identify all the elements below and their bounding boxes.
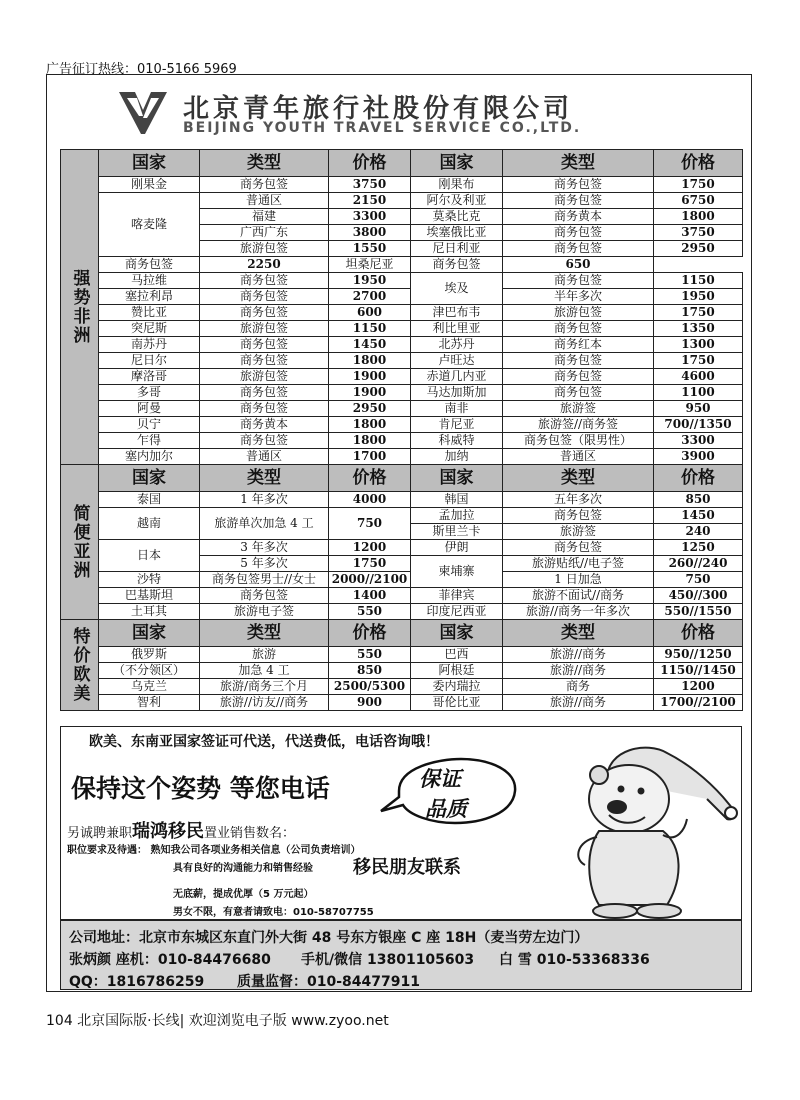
- bubble-text-1: 保证: [419, 767, 461, 791]
- recruit-pre: 另诚聘兼职: [67, 826, 133, 841]
- cell-price: 1950: [329, 273, 411, 289]
- cell-country: 智利: [99, 695, 200, 711]
- header-type: 类型: [200, 465, 329, 492]
- cell-price: 1750: [654, 177, 743, 193]
- table-row: [61, 604, 743, 620]
- cell-country: 孟加拉: [411, 508, 503, 524]
- slogan: 保持这个姿势 等您电话: [71, 774, 330, 803]
- cell-price: 1450: [654, 508, 743, 524]
- cell-country: 土耳其: [99, 604, 200, 620]
- table-row: [61, 289, 743, 305]
- table-row: [61, 353, 743, 369]
- table-row: [61, 433, 743, 449]
- cell-price: 700//1350: [654, 417, 743, 433]
- cell-price: 1450: [329, 337, 411, 353]
- cell-price: 1200: [329, 540, 411, 556]
- cell-visa-type: 旅游包签: [200, 369, 329, 385]
- cell-country: 伊朗: [411, 540, 503, 556]
- cell-price: 450//300: [654, 588, 743, 604]
- cell-country: 柬埔寨: [411, 556, 503, 588]
- cell-price: 1750: [329, 556, 411, 572]
- cell-visa-type: 商务: [503, 679, 654, 695]
- header-country: 国家: [99, 465, 200, 492]
- table-row: [61, 572, 743, 588]
- cell-country: 刚果金: [99, 177, 200, 193]
- header-price: 价格: [329, 465, 411, 492]
- cell-price: 850: [654, 492, 743, 508]
- cell-country: 利比里亚: [411, 321, 503, 337]
- cell-country: （不分领区）: [99, 663, 200, 679]
- cell-visa-type: 商务包签: [411, 257, 503, 273]
- header-type: 类型: [503, 465, 654, 492]
- cell-country: 哥伦比亚: [411, 695, 503, 711]
- header-country: 国家: [411, 620, 503, 647]
- cell-country: 菲律宾: [411, 588, 503, 604]
- cell-visa-type: 旅游//商务: [503, 663, 654, 679]
- cell-country: 多哥: [99, 385, 200, 401]
- cell-visa-type: 旅游包签: [200, 321, 329, 337]
- cell-price: 1800: [329, 417, 411, 433]
- cell-visa-type: 商务红本: [503, 337, 654, 353]
- cell-visa-type: 5 年多次: [200, 556, 329, 572]
- recruit-post: 置业销售数名：: [204, 826, 296, 841]
- cell-country: 坦桑尼亚: [329, 257, 411, 273]
- cell-price: 2950: [654, 241, 743, 257]
- table-row: [61, 588, 743, 604]
- cell-visa-type: 商务包签: [503, 540, 654, 556]
- contact-qq: QQ：1816786259: [69, 974, 205, 990]
- table-row: [61, 417, 743, 433]
- cell-price: 550: [329, 647, 411, 663]
- cell-country: 南非: [411, 401, 503, 417]
- cell-price: 1350: [654, 321, 743, 337]
- cell-visa-type: 商务包签: [200, 337, 329, 353]
- table-row: [61, 337, 743, 353]
- cell-visa-type: 商务包签: [503, 385, 654, 401]
- cell-price: 1300: [654, 337, 743, 353]
- cell-country: 阿曼: [99, 401, 200, 417]
- table-row: [61, 492, 743, 508]
- cell-visa-type: 普通区: [503, 449, 654, 465]
- cell-price: 950//1250: [654, 647, 743, 663]
- visa-notice: 欧美、东南亚国家签证可代送，代送费低，电话咨询哦！: [89, 734, 439, 750]
- cell-price: 1750: [654, 353, 743, 369]
- region-label: 特价欧美: [61, 620, 99, 711]
- header-type: 类型: [200, 620, 329, 647]
- cell-visa-type: 商务包签: [503, 177, 654, 193]
- cell-price: 1700: [329, 449, 411, 465]
- header-type: 类型: [200, 150, 329, 177]
- cell-visa-type: 商务黄本: [503, 209, 654, 225]
- cell-price: 2950: [329, 401, 411, 417]
- cartoon-bear-icon: [537, 739, 739, 919]
- cell-price: 2250: [200, 257, 329, 273]
- cell-visa-type: 旅游单次加急 4 工: [200, 508, 329, 540]
- cell-visa-type: 旅游签//商务签: [503, 417, 654, 433]
- header-price: 价格: [329, 150, 411, 177]
- cell-price: 2700: [329, 289, 411, 305]
- header-type: 类型: [503, 150, 654, 177]
- page-footer: 104 北京国际版·长线| 欢迎浏览电子版 www.zyoo.net: [46, 1013, 389, 1029]
- cell-price: 260//240: [654, 556, 743, 572]
- job-skill: 具有良好的沟通能力和销售经验: [173, 863, 313, 874]
- cell-country: 摩洛哥: [99, 369, 200, 385]
- header-price: 价格: [329, 620, 411, 647]
- company-logo: [115, 88, 675, 142]
- cell-country: 卢旺达: [411, 353, 503, 369]
- company-name-cn: 北京青年旅行社股份有限公司: [183, 94, 574, 124]
- cell-country: 莫桑比克: [411, 209, 503, 225]
- cell-country: 喀麦隆: [99, 193, 200, 257]
- cell-country: 尼日利亚: [411, 241, 503, 257]
- cell-visa-type: 加急 4 工: [200, 663, 329, 679]
- cell-visa-type: 商务包签: [200, 305, 329, 321]
- cell-visa-type: 旅游包签: [503, 305, 654, 321]
- cell-visa-type: 商务包签（限男性）: [503, 433, 654, 449]
- cell-price: 3300: [654, 433, 743, 449]
- table-row: [61, 273, 743, 289]
- company-name-en: BEIJING YOUTH TRAVEL SERVICE CO.,LTD.: [183, 120, 582, 136]
- cell-price: 600: [329, 305, 411, 321]
- contact-heading: 移民朋友联系: [353, 857, 461, 878]
- cell-country: 沙特: [99, 572, 200, 588]
- cell-country: 巴西: [411, 647, 503, 663]
- cell-price: 1800: [329, 433, 411, 449]
- cell-visa-type: 普通区: [200, 449, 329, 465]
- table-row: [61, 177, 743, 193]
- header-country: 国家: [99, 150, 200, 177]
- table-row: [61, 321, 743, 337]
- cell-price: 1100: [654, 385, 743, 401]
- cell-country: 马达加斯加: [411, 385, 503, 401]
- cell-price: 4000: [329, 492, 411, 508]
- table-row: [61, 449, 743, 465]
- quality-supervision: 质量监督：010-84477911: [237, 974, 420, 990]
- cell-visa-type: 商务包签: [503, 225, 654, 241]
- cell-country: 突尼斯: [99, 321, 200, 337]
- job-salary: 无底薪，提成优厚（5 万元起）: [173, 889, 314, 900]
- cell-price: 550: [329, 604, 411, 620]
- cell-country: 泰国: [99, 492, 200, 508]
- contact-bai: 白 雪 010-53368336: [499, 952, 650, 968]
- cell-price: 1150: [329, 321, 411, 337]
- cell-visa-type: 旅游签: [503, 401, 654, 417]
- cell-visa-type: 商务包签: [200, 273, 329, 289]
- header-type: 类型: [503, 620, 654, 647]
- header-country: 国家: [99, 620, 200, 647]
- header-price: 价格: [654, 465, 743, 492]
- cell-country: 印度尼西亚: [411, 604, 503, 620]
- cell-price: 3300: [329, 209, 411, 225]
- table-row: [61, 369, 743, 385]
- table-row: [61, 257, 743, 273]
- cell-country: 南苏丹: [99, 337, 200, 353]
- cell-country: 越南: [99, 508, 200, 540]
- job-requirements: 职位要求及待遇： 熟知我公司各项业务相关信息（公司负责培训）: [67, 845, 361, 856]
- cell-visa-type: 旅游: [200, 647, 329, 663]
- cell-visa-type: 商务包签: [503, 369, 654, 385]
- cell-price: 240: [654, 524, 743, 540]
- cell-price: 1900: [329, 385, 411, 401]
- cell-visa-type: 福建: [200, 209, 329, 225]
- cell-country: 乍得: [99, 433, 200, 449]
- cell-price: 3800: [329, 225, 411, 241]
- cell-price: 900: [329, 695, 411, 711]
- cell-price: 4600: [654, 369, 743, 385]
- cell-visa-type: 商务包签: [503, 508, 654, 524]
- cell-price: 1150: [654, 273, 743, 289]
- ad-hotline: 广告征订热线：010-5166 5969: [46, 62, 237, 77]
- cell-country: 尼日尔: [99, 353, 200, 369]
- cell-visa-type: 商务包签: [503, 193, 654, 209]
- cell-price: 1950: [654, 289, 743, 305]
- bubble-text-2: 品质: [425, 797, 467, 821]
- table-row: [61, 508, 743, 524]
- cell-price: 1700//2100: [654, 695, 743, 711]
- cell-visa-type: 商务黄本: [200, 417, 329, 433]
- cell-price: 750: [329, 508, 411, 540]
- table-row: [61, 401, 743, 417]
- cell-price: 950: [654, 401, 743, 417]
- cell-visa-type: 1 日加急: [503, 572, 654, 588]
- cell-visa-type: 商务包签: [200, 401, 329, 417]
- cell-visa-type: 旅游签: [503, 524, 654, 540]
- cell-price: 1900: [329, 369, 411, 385]
- header-price: 价格: [654, 150, 743, 177]
- contact-footer: [60, 920, 742, 990]
- cell-visa-type: 半年多次: [503, 289, 654, 305]
- cell-price: 2150: [329, 193, 411, 209]
- table-row: [61, 695, 743, 711]
- table-row: [61, 305, 743, 321]
- cell-country: 加纳: [411, 449, 503, 465]
- cell-visa-type: 旅游//商务: [503, 695, 654, 711]
- cell-visa-type: 旅游贴纸//电子签: [503, 556, 654, 572]
- cell-visa-type: 商务包签: [200, 433, 329, 449]
- header-country: 国家: [411, 465, 503, 492]
- cell-visa-type: 商务包签: [503, 321, 654, 337]
- cell-visa-type: 商务包签: [503, 273, 654, 289]
- cell-visa-type: 旅游/商务三个月: [200, 679, 329, 695]
- cell-country: 俄罗斯: [99, 647, 200, 663]
- cell-visa-type: 商务包签: [503, 241, 654, 257]
- cell-country: 津巴布韦: [411, 305, 503, 321]
- cell-visa-type: 旅游包签: [200, 241, 329, 257]
- region-label: 强势非洲: [61, 150, 99, 465]
- cell-price: 550//1550: [654, 604, 743, 620]
- contact-zhang: 张炳颜 座机：010-84476680: [69, 952, 271, 968]
- cell-country: 马拉维: [99, 273, 200, 289]
- cell-price: 3750: [654, 225, 743, 241]
- cell-country: 塞拉利昂: [99, 289, 200, 305]
- cell-price: 3750: [329, 177, 411, 193]
- table-header-row: [61, 465, 743, 492]
- cell-price: 650: [503, 257, 654, 273]
- cell-country: 肯尼亚: [411, 417, 503, 433]
- cell-country: 刚果布: [411, 177, 503, 193]
- recruit-company: 瑞鸿移民: [132, 821, 205, 842]
- contact-mobile: 手机/微信 13801105603: [301, 952, 475, 968]
- cell-country: 贝宁: [99, 417, 200, 433]
- cell-price: 6750: [654, 193, 743, 209]
- cell-visa-type: 旅游//商务: [503, 647, 654, 663]
- table-row: [61, 663, 743, 679]
- cell-price: 2500/5300: [329, 679, 411, 695]
- cell-price: 1550: [329, 241, 411, 257]
- header-price: 价格: [654, 620, 743, 647]
- cell-price: 750: [654, 572, 743, 588]
- table-header-row: [61, 150, 743, 177]
- cell-country: 阿尔及利亚: [411, 193, 503, 209]
- region-label: 简便亚洲: [61, 465, 99, 620]
- header-country: 国家: [411, 150, 503, 177]
- cell-price: 1400: [329, 588, 411, 604]
- cell-visa-type: 旅游//商务一年多次: [503, 604, 654, 620]
- cell-price: 1250: [654, 540, 743, 556]
- cell-country: 北苏丹: [411, 337, 503, 353]
- cell-country: 赞比亚: [99, 305, 200, 321]
- cell-visa-type: 旅游不面试//商务: [503, 588, 654, 604]
- recruit-line: [67, 817, 295, 843]
- cell-visa-type: 五年多次: [503, 492, 654, 508]
- company-address: 公司地址：北京市东城区东直门外大街 48 号东方银座 C 座 18H（麦当劳左边门）: [69, 930, 589, 946]
- cell-country: 埃塞俄比亚: [411, 225, 503, 241]
- cell-country: 阿根廷: [411, 663, 503, 679]
- cell-visa-type: 商务包签: [99, 257, 200, 273]
- cell-price: 2000//2100: [329, 572, 411, 588]
- cell-country: 委内瑞拉: [411, 679, 503, 695]
- cell-visa-type: 商务包签: [200, 289, 329, 305]
- promo-panel: [60, 726, 742, 920]
- table-row: [61, 540, 743, 556]
- cell-price: 1750: [654, 305, 743, 321]
- table-header-row: [61, 620, 743, 647]
- cell-country: 埃及: [411, 273, 503, 305]
- cell-visa-type: 商务包签: [200, 588, 329, 604]
- cell-visa-type: 商务包签: [503, 353, 654, 369]
- cell-country: 日本: [99, 540, 200, 572]
- cell-visa-type: 普通区: [200, 193, 329, 209]
- visa-price-table: [60, 149, 743, 711]
- cell-visa-type: 商务包签男士//女士: [200, 572, 329, 588]
- cell-country: 科威特: [411, 433, 503, 449]
- table-row: [61, 679, 743, 695]
- cell-visa-type: 1 年多次: [200, 492, 329, 508]
- job-contact-phone: 男女不限，有意者请致电：010-58707755: [173, 907, 374, 918]
- cell-visa-type: 商务包签: [200, 385, 329, 401]
- table-row: [61, 193, 743, 209]
- cell-visa-type: 商务包签: [200, 353, 329, 369]
- cell-country: 乌克兰: [99, 679, 200, 695]
- table-row: [61, 385, 743, 401]
- cell-price: 1800: [329, 353, 411, 369]
- quality-bubble: [379, 755, 521, 827]
- cell-price: 1800: [654, 209, 743, 225]
- cell-price: 1150//1450: [654, 663, 743, 679]
- cell-price: 1200: [654, 679, 743, 695]
- logo-mark-icon: [115, 88, 171, 138]
- cell-country: 韩国: [411, 492, 503, 508]
- cell-country: 赤道几内亚: [411, 369, 503, 385]
- cell-country: 巴基斯坦: [99, 588, 200, 604]
- cell-visa-type: 商务包签: [200, 177, 329, 193]
- cell-visa-type: 广西广东: [200, 225, 329, 241]
- table-row: [61, 647, 743, 663]
- cell-country: 塞内加尔: [99, 449, 200, 465]
- cell-price: 850: [329, 663, 411, 679]
- cell-visa-type: 旅游//访友//商务: [200, 695, 329, 711]
- cell-visa-type: 3 年多次: [200, 540, 329, 556]
- cell-country: 斯里兰卡: [411, 524, 503, 540]
- cell-visa-type: 旅游电子签: [200, 604, 329, 620]
- cell-price: 3900: [654, 449, 743, 465]
